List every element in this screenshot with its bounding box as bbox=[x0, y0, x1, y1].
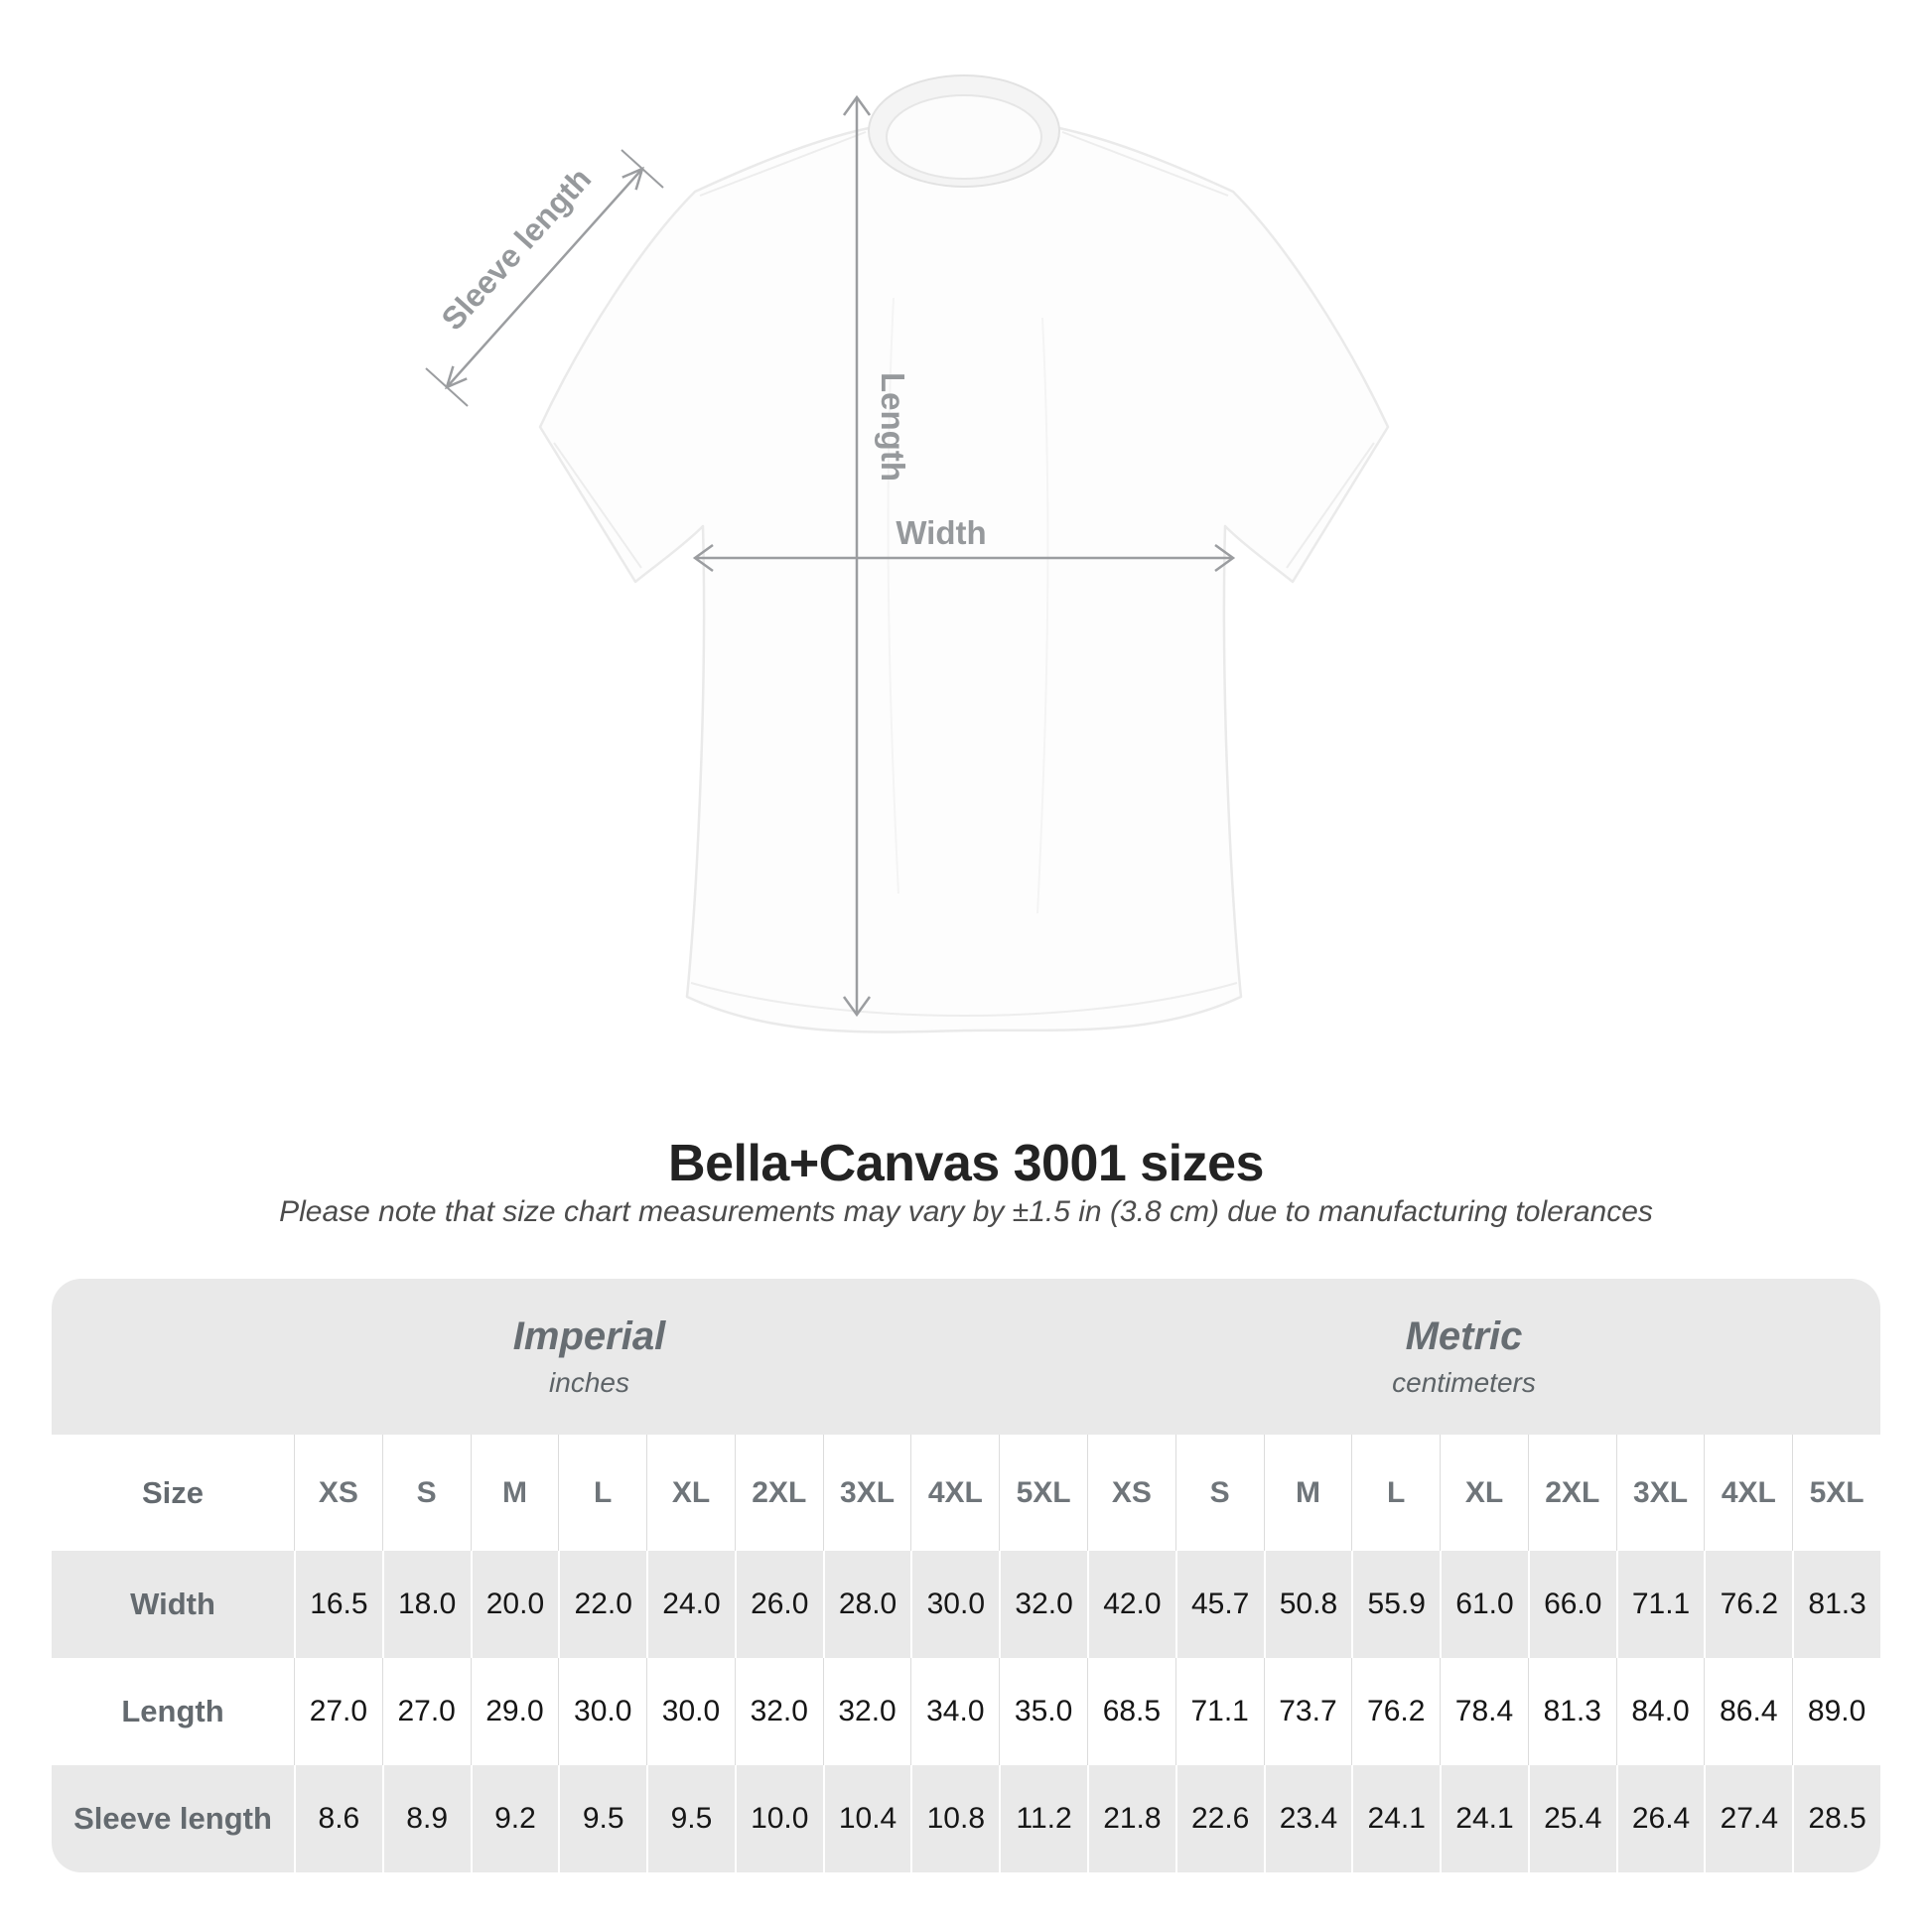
value-cell-metric: 50.8 bbox=[1264, 1551, 1352, 1658]
table-row bbox=[52, 1658, 1880, 1765]
value-cell-imperial: 8.6 bbox=[294, 1765, 382, 1872]
column-header-imperial: XS bbox=[294, 1435, 382, 1551]
column-header-metric: 3XL bbox=[1616, 1435, 1705, 1551]
value-cell-metric: 71.1 bbox=[1616, 1551, 1705, 1658]
value-cell-metric: 24.1 bbox=[1440, 1765, 1528, 1872]
value-cell-metric: 55.9 bbox=[1351, 1551, 1440, 1658]
value-cell-imperial: 9.2 bbox=[471, 1765, 559, 1872]
value-cell-metric: 76.2 bbox=[1351, 1658, 1440, 1765]
value-cell-metric: 26.4 bbox=[1616, 1765, 1705, 1872]
column-header-metric: 4XL bbox=[1704, 1435, 1792, 1551]
value-cell-imperial: 16.5 bbox=[294, 1551, 382, 1658]
value-cell-imperial: 26.0 bbox=[735, 1551, 823, 1658]
row-label: Sleeve length bbox=[73, 1801, 272, 1836]
metric-unit-label: centimeters bbox=[1392, 1367, 1536, 1398]
value-cell-imperial: 10.8 bbox=[910, 1765, 999, 1872]
column-header-imperial: S bbox=[382, 1435, 471, 1551]
value-cell-metric: 25.4 bbox=[1528, 1765, 1616, 1872]
column-header-imperial: XL bbox=[646, 1435, 735, 1551]
row-label: Length bbox=[121, 1694, 224, 1728]
value-cell-imperial: 32.0 bbox=[823, 1658, 911, 1765]
value-cell-metric: 68.5 bbox=[1087, 1658, 1175, 1765]
column-header-metric: XS bbox=[1087, 1435, 1175, 1551]
value-cell-imperial: 32.0 bbox=[999, 1551, 1087, 1658]
unit-header-band bbox=[52, 1279, 1880, 1435]
value-cell-metric: 76.2 bbox=[1704, 1551, 1792, 1658]
page-title: Bella+Canvas 3001 sizes bbox=[668, 1135, 1264, 1192]
row-label: Width bbox=[130, 1587, 215, 1621]
value-cell-imperial: 30.0 bbox=[646, 1658, 735, 1765]
column-header-metric: 2XL bbox=[1528, 1435, 1616, 1551]
value-cell-metric: 89.0 bbox=[1792, 1658, 1880, 1765]
column-header-metric: M bbox=[1264, 1435, 1352, 1551]
sleeve-length-label: Sleeve length bbox=[434, 160, 599, 338]
value-cell-imperial: 35.0 bbox=[999, 1658, 1087, 1765]
value-cell-imperial: 27.0 bbox=[294, 1658, 382, 1765]
value-cell-metric: 22.6 bbox=[1175, 1765, 1264, 1872]
column-header-imperial: L bbox=[558, 1435, 646, 1551]
column-header-imperial: 2XL bbox=[735, 1435, 823, 1551]
width-label: Width bbox=[896, 514, 987, 551]
value-cell-metric: 42.0 bbox=[1087, 1551, 1175, 1658]
column-header-imperial: 4XL bbox=[910, 1435, 999, 1551]
collar-inner bbox=[887, 95, 1041, 179]
value-cell-imperial: 11.2 bbox=[999, 1765, 1087, 1872]
value-cell-metric: 27.4 bbox=[1704, 1765, 1792, 1872]
metric-label: Metric bbox=[1405, 1314, 1523, 1358]
tshirt-body bbox=[540, 123, 1388, 1033]
value-cell-imperial: 9.5 bbox=[558, 1765, 646, 1872]
column-header-metric: L bbox=[1351, 1435, 1440, 1551]
value-cell-imperial: 30.0 bbox=[910, 1551, 999, 1658]
value-cell-metric: 81.3 bbox=[1528, 1658, 1616, 1765]
value-cell-metric: 78.4 bbox=[1440, 1658, 1528, 1765]
value-cell-imperial: 32.0 bbox=[735, 1658, 823, 1765]
value-cell-imperial: 9.5 bbox=[646, 1765, 735, 1872]
column-header-imperial: 3XL bbox=[823, 1435, 911, 1551]
size-header-label: Size bbox=[141, 1474, 205, 1510]
value-cell-imperial: 10.0 bbox=[735, 1765, 823, 1872]
column-header-imperial: M bbox=[471, 1435, 559, 1551]
imperial-unit-label: inches bbox=[549, 1367, 629, 1398]
value-cell-imperial: 29.0 bbox=[471, 1658, 559, 1765]
value-cell-metric: 23.4 bbox=[1264, 1765, 1352, 1872]
value-cell-imperial: 28.0 bbox=[823, 1551, 911, 1658]
table-row bbox=[52, 1765, 1880, 1872]
value-cell-metric: 71.1 bbox=[1175, 1658, 1264, 1765]
column-header-metric: 5XL bbox=[1792, 1435, 1880, 1551]
tolerance-note: Please note that size chart measurements may vary by ±1.5 in (3.8 cm) due to manufacturing tolerances bbox=[279, 1195, 1653, 1228]
column-header-metric: XL bbox=[1440, 1435, 1528, 1551]
value-cell-imperial: 20.0 bbox=[471, 1551, 559, 1658]
column-header-metric: S bbox=[1175, 1435, 1264, 1551]
value-cell-imperial: 30.0 bbox=[558, 1658, 646, 1765]
value-cell-metric: 21.8 bbox=[1087, 1765, 1175, 1872]
value-cell-metric: 28.5 bbox=[1792, 1765, 1880, 1872]
size-grid bbox=[52, 1435, 1880, 1872]
column-header-imperial: 5XL bbox=[999, 1435, 1087, 1551]
value-cell-metric: 66.0 bbox=[1528, 1551, 1616, 1658]
value-cell-imperial: 34.0 bbox=[910, 1658, 999, 1765]
table-row bbox=[52, 1435, 1880, 1551]
size-chart-table bbox=[52, 1279, 1880, 1872]
value-cell-imperial: 10.4 bbox=[823, 1765, 911, 1872]
length-label: Length bbox=[875, 372, 911, 482]
value-cell-metric: 86.4 bbox=[1704, 1658, 1792, 1765]
value-cell-metric: 45.7 bbox=[1175, 1551, 1264, 1658]
value-cell-metric: 24.1 bbox=[1351, 1765, 1440, 1872]
table-row bbox=[52, 1551, 1880, 1658]
value-cell-imperial: 27.0 bbox=[382, 1658, 471, 1765]
value-cell-imperial: 24.0 bbox=[646, 1551, 735, 1658]
unit-group-metric bbox=[1087, 1279, 1880, 1435]
value-cell-metric: 61.0 bbox=[1440, 1551, 1528, 1658]
value-cell-imperial: 18.0 bbox=[382, 1551, 471, 1658]
value-cell-imperial: 22.0 bbox=[558, 1551, 646, 1658]
value-cell-metric: 73.7 bbox=[1264, 1658, 1352, 1765]
tshirt-illustration bbox=[540, 75, 1388, 1032]
value-cell-metric: 81.3 bbox=[1792, 1551, 1880, 1658]
unit-group-imperial bbox=[52, 1279, 1087, 1435]
value-cell-metric: 84.0 bbox=[1616, 1658, 1705, 1765]
imperial-label: Imperial bbox=[512, 1314, 666, 1358]
value-cell-imperial: 8.9 bbox=[382, 1765, 471, 1872]
